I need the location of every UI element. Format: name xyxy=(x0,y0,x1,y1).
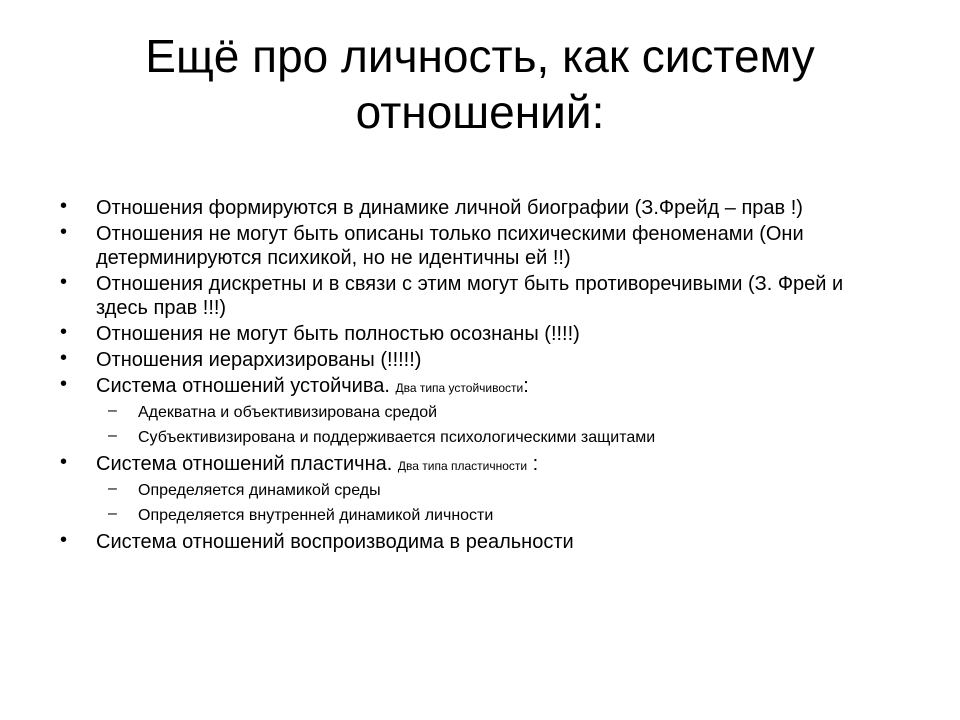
slide-title-line-1: Ещё про личность, как систему xyxy=(145,30,815,82)
bullet-list xyxy=(60,196,900,556)
sub-item xyxy=(96,400,900,425)
bullet-item xyxy=(60,196,900,220)
dash-icon: – xyxy=(108,402,117,419)
slide-title-line-2: отношений: xyxy=(355,86,605,138)
sub-item-text: Определяется внутренней динамикой личности xyxy=(138,507,494,524)
bullet-text: Отношения формируются в динамике личной биографии (З.Фрейд – прав !) xyxy=(96,197,803,219)
bullet-item xyxy=(60,374,900,450)
dash-icon: – xyxy=(108,505,117,522)
bullet-icon: • xyxy=(60,271,68,293)
bullet-icon: • xyxy=(60,347,68,369)
bullet-text: Система отношений устойчива. xyxy=(96,375,390,397)
bullet-text: Отношения иерархизированы (!!!!!) xyxy=(96,349,422,371)
sub-list xyxy=(96,478,900,528)
bullet-item xyxy=(60,530,900,554)
bullet-note: Два типа пластичности xyxy=(397,459,528,473)
bullet-text: Отношения не могут быть описаны только психическими феноменами (Они детерминируются психикой, но не идентичны ей !!) xyxy=(96,223,804,269)
bullet-icon: • xyxy=(60,221,68,243)
bullet-item xyxy=(60,348,900,372)
bullet-text: Отношения не могут быть полностью осознаны (!!!!) xyxy=(96,323,580,345)
bullet-note: Два типа устойчивости xyxy=(395,381,524,395)
sub-list xyxy=(96,400,900,450)
dash-icon: – xyxy=(108,427,117,444)
slide-title xyxy=(40,28,920,140)
bullet-tail: : xyxy=(527,453,539,475)
sub-item-text: Определяется динамикой среды xyxy=(138,482,381,499)
bullet-item xyxy=(60,322,900,346)
dash-icon: – xyxy=(108,480,117,497)
bullet-item xyxy=(60,272,900,320)
bullet-icon: • xyxy=(60,529,68,551)
bullet-icon: • xyxy=(60,373,68,395)
sub-item-text: Субъективизирована и поддерживается психологическими защитами xyxy=(138,429,656,446)
bullet-text: Система отношений пластична. xyxy=(96,453,393,475)
bullet-text: Отношения дискретны и в связи с этим могут быть противоречивыми (З. Фрей и здесь прав !!!) xyxy=(96,273,844,319)
bullet-icon: • xyxy=(60,195,68,217)
bullet-tail: : xyxy=(523,375,529,397)
bullet-icon: • xyxy=(60,451,68,473)
bullet-icon: • xyxy=(60,321,68,343)
sub-item xyxy=(96,425,900,450)
bullet-item xyxy=(60,222,900,270)
sub-item xyxy=(96,478,900,503)
bullet-text: Система отношений воспроизводима в реальности xyxy=(96,531,574,553)
bullet-item xyxy=(60,452,900,528)
sub-item xyxy=(96,503,900,528)
sub-item-text: Адекватна и объективизирована средой xyxy=(138,404,438,421)
